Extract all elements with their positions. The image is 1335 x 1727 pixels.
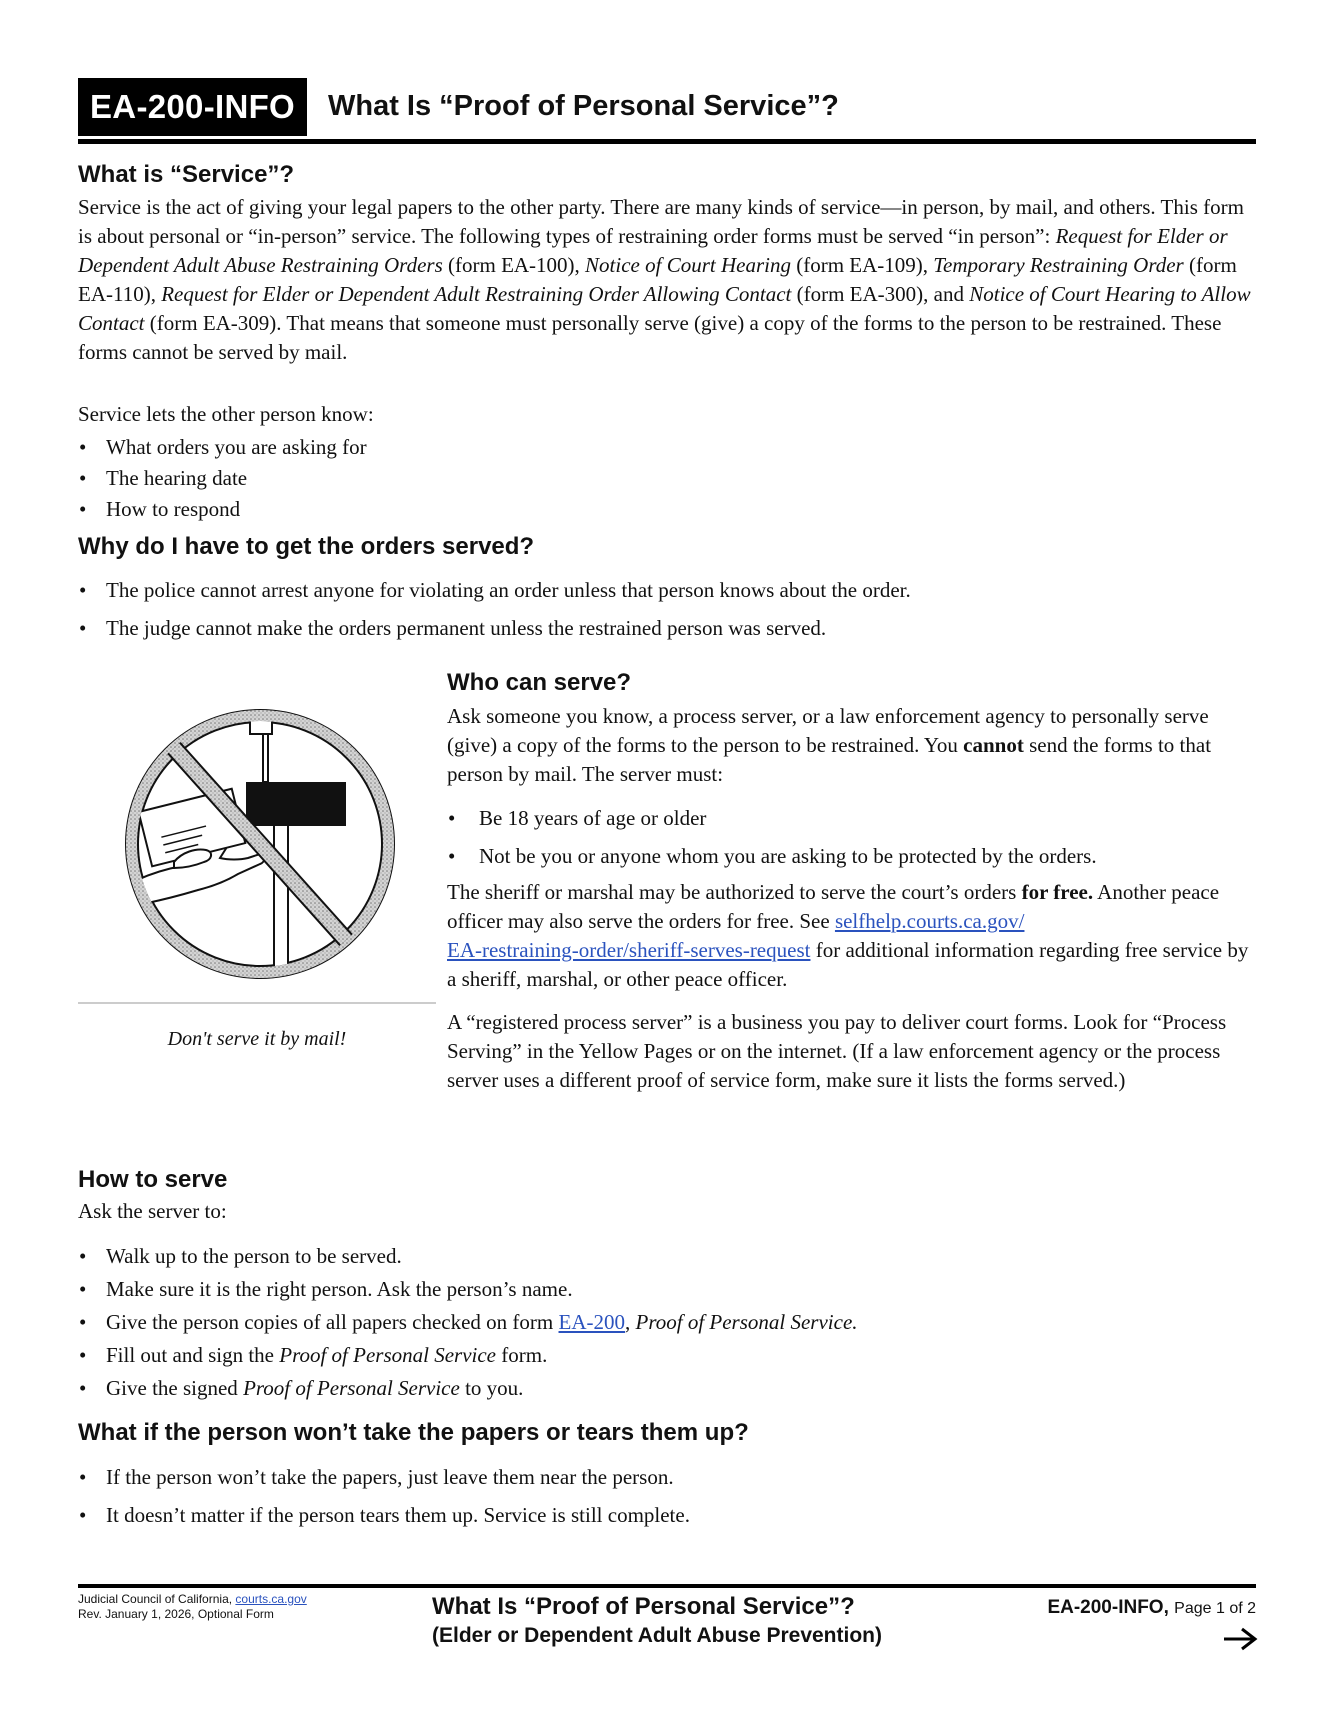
list-item: • Fill out and sign the Proof of Personal Service form. (78, 1339, 858, 1372)
ea-200-link[interactable]: EA-200 (558, 1310, 626, 1334)
illustration-caption: Don't serve it by mail! (167, 1028, 347, 1050)
service-paragraph: Service is the act of giving your legal papers to the other party. There are many kinds of service—in person, by mail, and others. This form is about personal or “in-person” service. The following types of restraining order forms must be served “in person”: Request for Elder or Dependent Adult Abuse Restraining Orders (form EA-100), Notice of Court Hearing (form EA-109), Temporary Restraining Order (form EA-110), Request for Elder or Dependent Adult Restraining Order Allowing Contact (form EA-300), and Notice of Court Hearing to Allow Contact (form EA-309). That means that someone must personally serve (give) a copy of the forms to the person to be restrained. These forms cannot be served by mail. (78, 195, 1251, 364)
list-item: • Be 18 years of age or older (447, 799, 1097, 837)
revision-date: Rev. January 1, 2026, Optional Form (78, 1607, 274, 1621)
why-bullets (78, 571, 911, 647)
courts-link[interactable]: courts.ca.gov (235, 1592, 307, 1606)
how-bullets (78, 1240, 858, 1405)
list-item: • Give the person copies of all papers checked on form EA-200, Proof of Personal Service. (78, 1306, 858, 1339)
list-item: • Give the signed Proof of Personal Service to you. (78, 1372, 858, 1405)
footer-subtitle: (Elder or Dependent Adult Abuse Prevention) (432, 1624, 882, 1647)
service-bullets (78, 432, 367, 525)
list-item: • What orders you are asking for (78, 432, 367, 463)
process-server-paragraph: A “registered process server” is a business you pay to deliver court forms. Look for “Process Serving” in the Yellow Pages or on the internet. (If a law enforcement agency or the process server uses a different proof of service form, make sure it lists the forms served.) (447, 1010, 1227, 1092)
heading-how-to-serve: How to serve (78, 1166, 228, 1193)
list-item: • The hearing date (78, 463, 367, 494)
form-code-badge: EA-200-INFO (78, 78, 307, 136)
list-item: • How to respond (78, 494, 367, 525)
mailbox-icon (246, 782, 346, 826)
service-intro: Service lets the other person know: (78, 402, 374, 426)
footer-form-code: EA-200-INFO, (1047, 1597, 1169, 1618)
heading-what-is-service: What is “Service”? (78, 161, 295, 188)
heading-who-can-serve: Who can serve? (447, 669, 632, 696)
footer-publisher: Judicial Council of California, courts.ca.gov Rev. January 1, 2026, Optional Form (78, 1592, 307, 1621)
footer-title: What Is “Proof of Personal Service”? (Elder or Dependent Adult Abuse Prevention) (432, 1592, 882, 1650)
list-item: • If the person won’t take the papers, just leave them near the person. (78, 1458, 690, 1496)
server-requirements (447, 799, 1097, 875)
selfhelp-link[interactable]: selfhelp.courts.ca.gov/ (834, 909, 1025, 933)
illustration-divider (78, 1002, 436, 1004)
list-item: • Walk up to the person to be served. (78, 1240, 858, 1273)
how-intro: Ask the server to: (78, 1199, 227, 1223)
sheriff-paragraph: The sheriff or marshal may be authorized to serve the court’s orders for free. Another peace officer may also serve the orders for free. See selfhelp.courts.ca.gov/ EA-restraining-order/sheriff-serves-request for additional information regarding free service by a sheriff, marshal, or other peace officer. (447, 880, 1249, 991)
list-item: • Not be you or anyone whom you are asking to be protected by the orders. (447, 837, 1097, 875)
header-divider (78, 139, 1256, 144)
page-title: What Is “Proof of Personal Service”? (328, 90, 839, 122)
footer-page-info (1047, 1596, 1256, 1621)
selfhelp-link-continued[interactable]: EA-restraining-order/sheriff-serves-request (447, 938, 811, 962)
list-item: • Make sure it is the right person. Ask the person’s name. (78, 1273, 858, 1306)
list-item: • It doesn’t matter if the person tears them up. Service is still complete. (78, 1496, 690, 1534)
footer-divider (78, 1584, 1256, 1588)
list-item: • The police cannot arrest anyone for violating an order unless that person knows about the order. (78, 571, 911, 609)
heading-refuse: What if the person won’t take the papers or tears them up? (78, 1419, 749, 1446)
mailbox-post-icon (274, 814, 288, 984)
refuse-bullets (78, 1458, 690, 1534)
next-page-arrow-icon (1222, 1626, 1258, 1652)
heading-why-served: Why do I have to get the orders served? (78, 533, 535, 560)
page-number: Page 1 of 2 (1174, 1600, 1256, 1617)
no-mail-illustration (78, 690, 438, 1010)
who-paragraph: Ask someone you know, a process server, or a law enforcement agency to personally serve (give) a copy of the forms to the person to be restrained. You cannot send the forms to that person by mail. The server must: (447, 704, 1212, 786)
list-item: • The judge cannot make the orders permanent unless the restrained person was served. (78, 609, 911, 647)
